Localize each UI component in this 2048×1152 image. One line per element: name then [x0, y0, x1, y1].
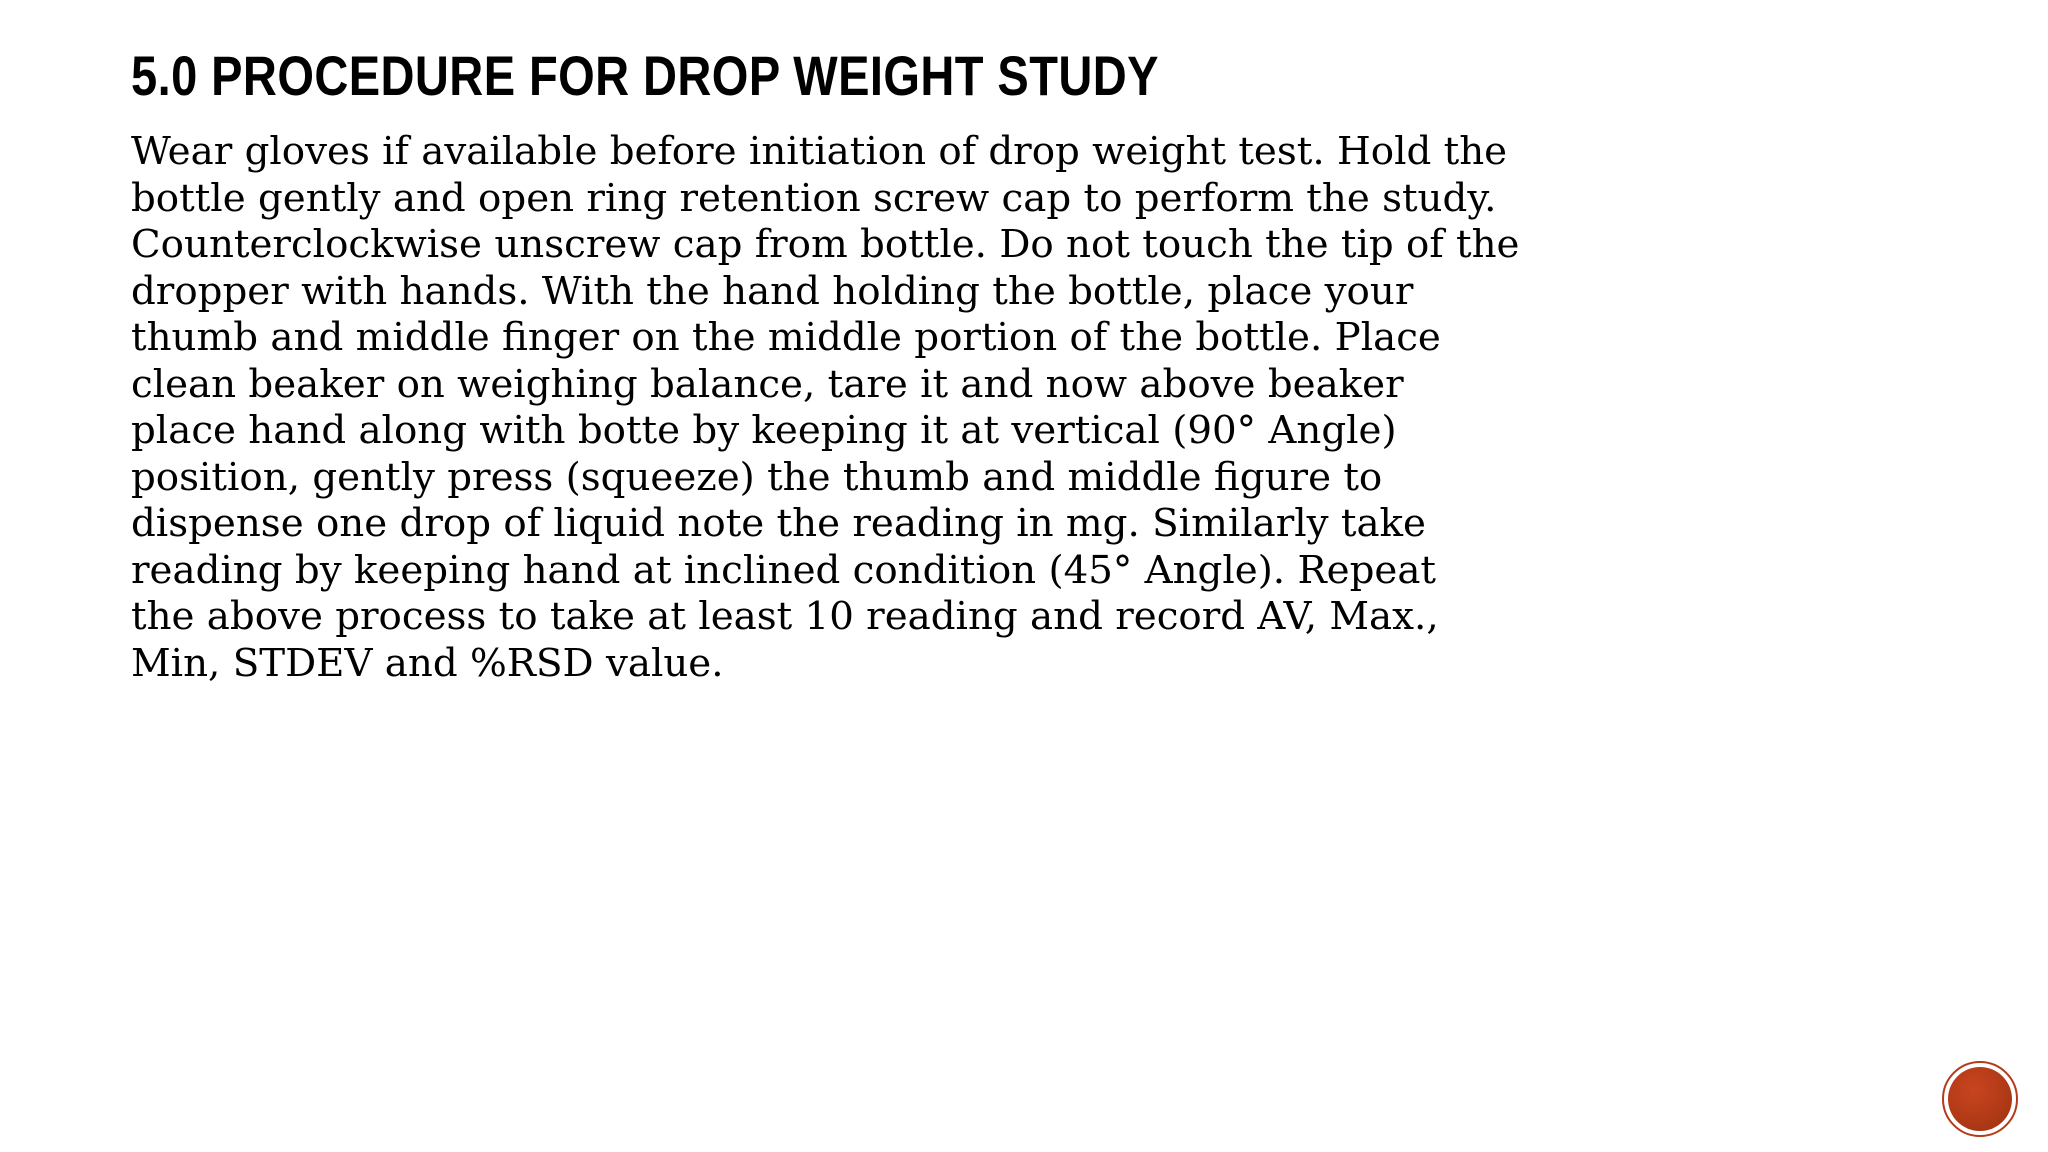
body-line: place hand along with botte by keeping it at vertical (90° Angle) — [131, 408, 1397, 452]
body-line: the above process to take at least 10 reading and record AV, Max., — [131, 594, 1439, 638]
body-line: Wear gloves if available before initiation of drop weight test. Hold the — [131, 129, 1508, 173]
body-line: position, gently press (squeeze) the thumb and middle figure to — [131, 454, 1383, 499]
slide-title: 5.0 PROCEDURE FOR DROP WEIGHT STUDY — [131, 44, 1159, 107]
body-text — [131, 128, 1551, 686]
circle-nav-icon-fill — [1948, 1067, 2012, 1131]
body-line: reading by keeping hand at inclined condition (45° Angle). Repeat — [131, 547, 1437, 592]
body-line: bottle gently and open ring retention screw cap to perform the study. — [131, 175, 1497, 220]
body-line: clean beaker on weighing balance, tare it and now above beaker — [131, 361, 1404, 406]
body-line: thumb and middle finger on the middle portion of the bottle. Place — [131, 315, 1441, 359]
body-line: Min, STDEV and %RSD value. — [131, 640, 724, 685]
body-line: dispense one drop of liquid note the reading in mg. Similarly take — [131, 501, 1426, 545]
body-line: Counterclockwise unscrew cap from bottle. Do not touch the tip of the — [131, 222, 1520, 266]
body-line: dropper with hands. With the hand holding the bottle, place your — [131, 268, 1414, 313]
circle-nav-icon[interactable] — [1942, 1061, 2018, 1137]
